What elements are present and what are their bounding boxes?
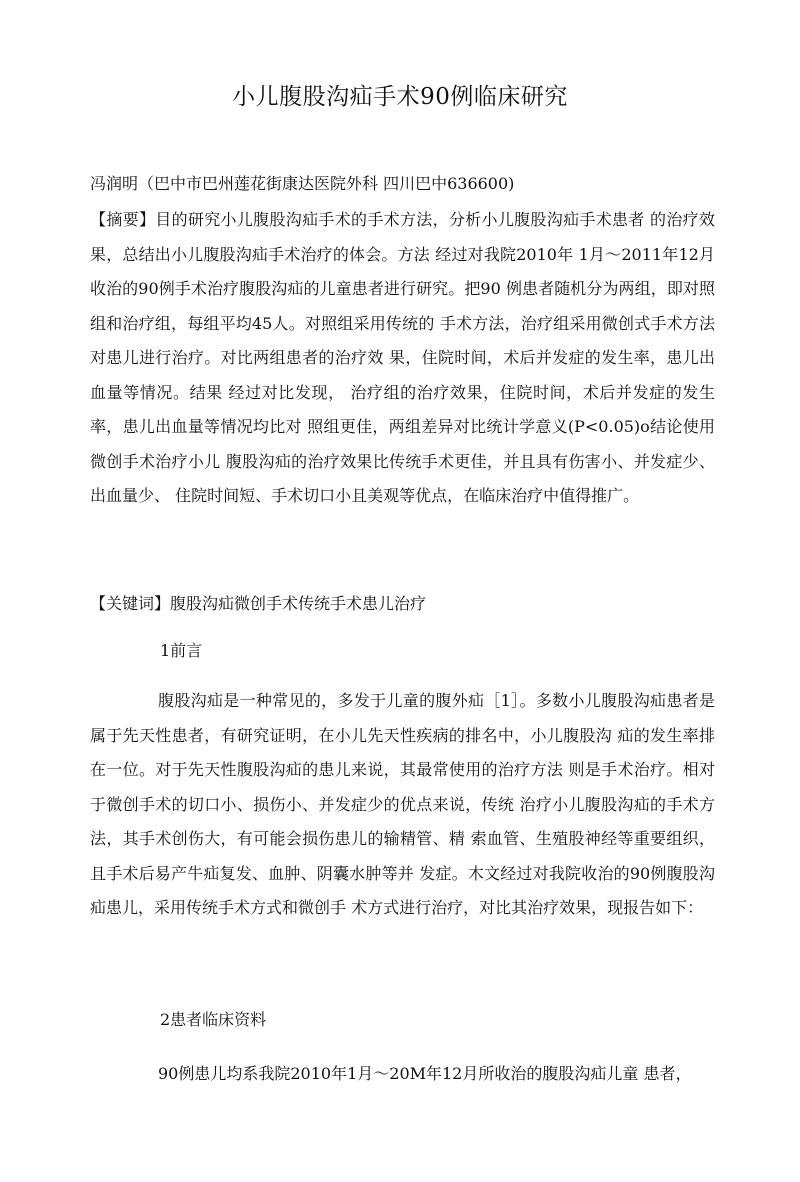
keywords-label: 【关键词】 (90, 594, 171, 613)
keywords-text: 腹股沟疝微创手术传统手术患儿治疗 (170, 594, 427, 613)
document-title: 小儿腹股沟疝手术90例临床研究 (232, 84, 568, 110)
introduction-paragraph: 腹股沟疝是一种常见的，多发于儿童的腹外疝［1］。多数小儿腹股沟疝患者是属于先天性患者，有研究证明，在小儿先天性疾病的排名中，小儿腹股沟 疝的发生率排在一位。对于先天性腹股沟疝的患儿来说，其最常使用的治疗方法 则是手术治疗。相对于微创手术的切口小、损伤小、并发症少的优点来说，传统 治疗小儿腹股沟疝的手术方法，其手术创伤大，有可能会损伤患儿的输精管、精 索血管、生殖股神经等重要组织，且手术后易产牛疝复发、血肿、阴囊水肿等并 发症。木文经过对我院收治的90例腹股沟疝患儿，采用传统手术方式和微创手 术方式进行治疗，对比其治疗效果，现报告如下： (90, 691, 715, 917)
abstract-text: 目的研究小儿腹股沟疝手术的手术方法，分析小儿腹股沟疝手术患者 的治疗效果，总结出小儿腹股沟疝手术治疗的体会。方法 经过对我院2010年 1月～2011年12月收治的90例手术治疗腹股沟疝的儿童患者进行研究。把90 例患者随机分为两组，即对照组和治疗组，每组平均45人。对照组采用传统的 手术方法，治疗组采用微创式手术方法对患儿进行治疗。对比两组患者的治疗效 果，住院时间，术后并发症的发生率，患儿出血量等情况。结果 经过对比发现， 治疗组的治疗效果，住院时间，术后并发症的发生率，患儿出血量等情况均比对 照组更佳，两组差异对比统计学意义(P<0.05)o结论使用微创手术治疗小儿 腹股沟疝的治疗效果比传统手术更佳，并且具有伤害小、并发症少、出血量少、 住院时间短、手术切口小且美观等优点，在临床治疗中值得推广。 (90, 210, 715, 505)
abstract-label: 【摘要】 (90, 210, 156, 229)
section-heading-patient-data: 2患者临床资料 (160, 1010, 267, 1029)
keywords-line (90, 591, 426, 614)
abstract-paragraph (90, 203, 715, 514)
patient-data-paragraph: 90例患儿均系我院2010年1月～20M年12月所收治的腹股沟疝儿童 患者， (158, 1064, 692, 1083)
author-affiliation: 冯润明（巴中市巴州莲花街康达医院外科 四川巴中636600) (90, 174, 515, 193)
section-heading-introduction: 1前言 (160, 641, 203, 660)
